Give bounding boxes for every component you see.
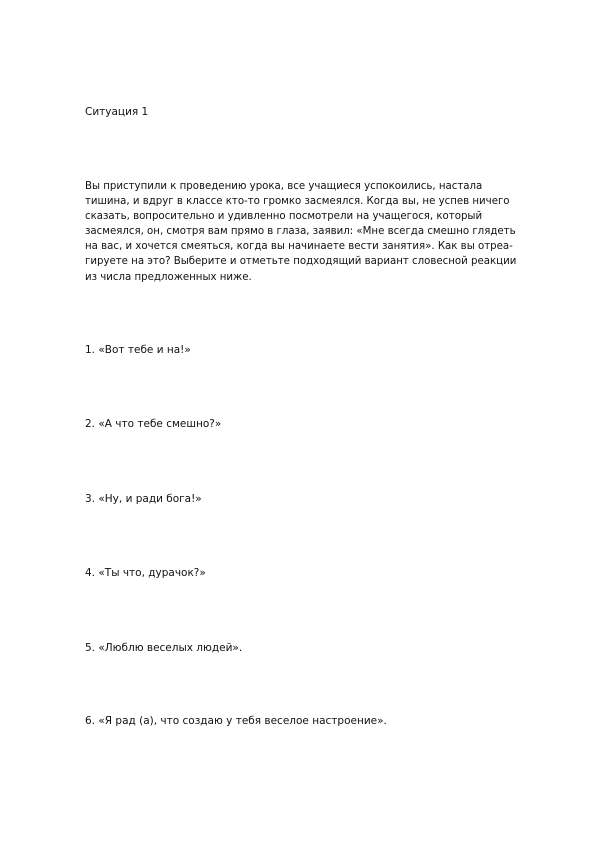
response-option-5: 5. «Люблю веселых людей». (85, 642, 243, 654)
paragraph-line: Вы приступили к проведению урока, все учащиеся успокоились, настала (85, 181, 483, 192)
paragraph-line: тишина, и вдруг в классе кто-то громко засмеялся. Когда вы, не успев ничего (85, 196, 510, 208)
situation-description (85, 179, 525, 285)
response-option-6: 6. «Я рад (а), что создаю у тебя веселое настроение». (85, 715, 387, 727)
paragraph-line: на вас, и хочется смеяться, когда вы начинаете вести занятия». Как вы отреа- (85, 241, 513, 253)
situation-title: Ситуация 1 (85, 106, 149, 118)
response-option-1: 1. «Вот тебе и на!» (85, 344, 191, 356)
response-option-3: 3. «Ну, и ради бога!» (85, 493, 202, 505)
paragraph-line: из числа предложенных ниже. (85, 271, 252, 283)
paragraph-line: сказать, вопросительно и удивленно посмотрели на учащегося, который (85, 211, 483, 223)
paragraph-line: засмеялся, он, смотря вам прямо в глаза, заявил: «Мне всегда смешно глядеть (85, 226, 516, 238)
paragraph-line: гируете на это? Выберите и отметьте подходящий вариант словесной реакции (85, 256, 517, 268)
response-option-4: 4. «Ты что, дурачок?» (85, 567, 206, 579)
response-option-2: 2. «А что тебе смешно?» (85, 418, 222, 430)
